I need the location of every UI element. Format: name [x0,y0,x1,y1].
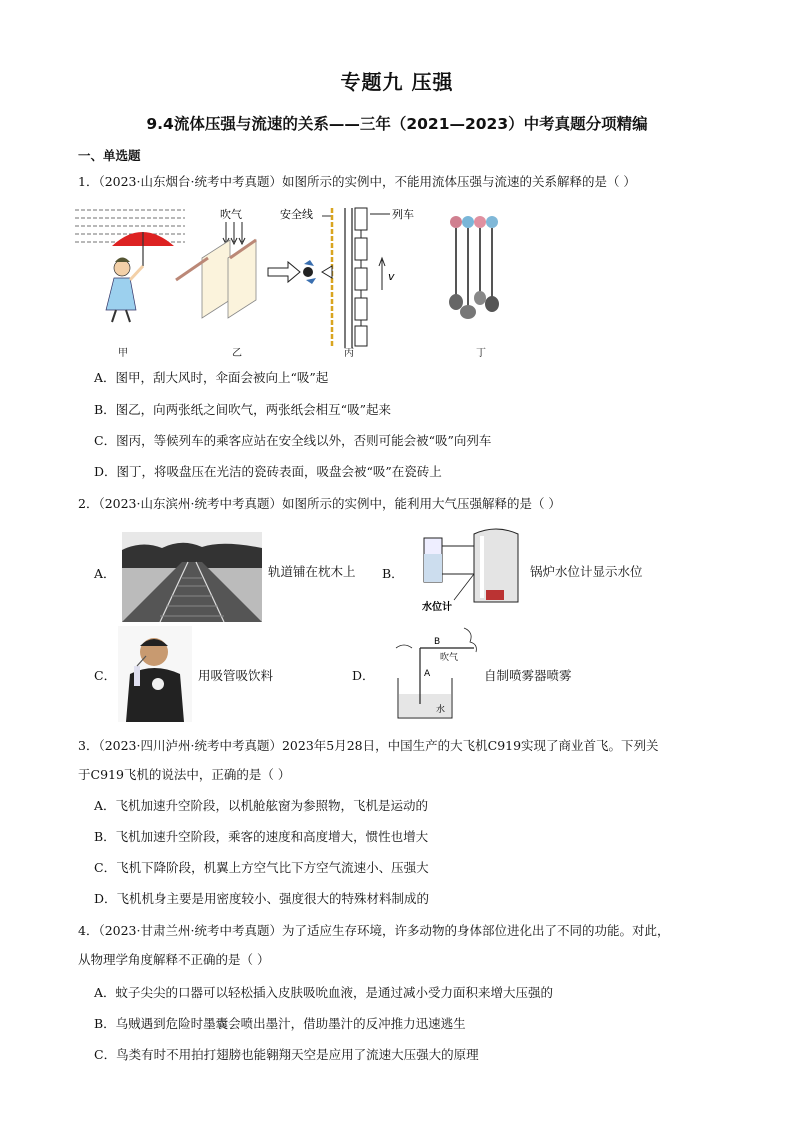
fig-caption-ding: 丁 [476,348,486,359]
q2-b-boiler-figure [414,524,524,616]
fig-caption-yi: 乙 [232,348,242,359]
q2-a-text: 轨道铺在枕木上 [268,564,356,579]
svg-text:安全线: 安全线 [280,208,313,221]
q2-b-text: 锅炉水位计显示水位 [530,564,643,579]
q1-stem: 1．（2023·山东烟台·统考中考真题）如图所示的实例中，不能用流体压强与流速的关系解释的是（ ） [78,174,636,189]
page-subtitle: 9.4流体压强与流速的关系——三年（2021—2023）中考真题分项精编 [146,115,648,133]
q2-stem: 2．（2023·山东滨州·统考中考真题）如图所示的实例中，能利用大气压强解释的是（ ） [78,496,561,511]
q2-d-sprayer-figure [378,624,482,722]
q3-stem-line1: 3．（2023·四川泸州·统考中考真题）2023年5月28日，中国生产的大飞机C919实现了商业首飞。下列关 [78,738,659,753]
q2-c-letter: C． [94,668,117,683]
q2-a-railway-photo [122,532,262,622]
figure-yi-two-papers [176,207,256,318]
q4-stem-line1: 4．（2023·甘肃兰州·统考中考真题）为了适应生存环境，许多动物的身体部位进化出了不同的功能。对此， [78,923,670,938]
q3-option-d: D．飞机机身主要是用密度较小、强度很大的特殊材料制成的 [94,891,430,906]
q1-figure [70,198,550,358]
q2-c-boy-photo [118,626,192,722]
svg-text:B: B [434,637,441,647]
fig-caption-jia: 甲 [118,348,128,359]
q4-stem-line2: 从物理学角度解释不正确的是（ ） [78,952,270,967]
q1-option-c: C．图丙，等候列车的乘客应站在安全线以外，否则可能会被“吸”向列车 [94,433,492,448]
q1-option-d: D．图丁，将吸盘压在光洁的瓷砖表面，吸盘会被“吸”在瓷砖上 [94,464,442,479]
figure-ding-suction-cups [449,216,499,319]
svg-text:v: v [388,270,395,283]
svg-text:水位计: 水位计 [422,602,452,613]
q2-a-letter: A． [94,566,116,581]
svg-text:A: A [424,669,431,679]
figure-jia-umbrella-girl [75,210,185,322]
q2-c-text: 用吸管吸饮料 [198,668,274,683]
q2-d-letter: D． [352,668,375,683]
page-title: 专题九 压强 [340,70,454,94]
q3-option-a: A．飞机加速升空阶段，以机舱舷窗为参照物，飞机是运动的 [94,798,429,813]
q3-stem-line2: 于C919飞机的说法中，正确的是（ ） [78,767,291,782]
svg-text:吹气: 吹气 [220,208,242,221]
svg-text:列车: 列车 [392,208,414,221]
q1-option-a: A．图甲，刮大风时，伞面会被向上“吸”起 [94,370,329,385]
figure-bing-train-safety-line [268,207,414,348]
q2-d-text: 自制喷雾器喷雾 [484,668,572,683]
q3-option-b: B．飞机加速升空阶段，乘客的速度和高度增大，惯性也增大 [94,829,429,844]
q4-option-c: C．鸟类有时不用拍打翅膀也能翱翔天空是应用了流速大压强大的原理 [94,1047,479,1062]
q2-b-letter: B． [382,566,404,581]
q1-option-b: B．图乙，向两张纸之间吹气，两张纸会相互“吸”起来 [94,402,391,417]
q4-option-a: A．蚊子尖尖的口器可以轻松插入皮肤吸吮血液，是通过减小受力面积来增大压强的 [94,985,554,1000]
q4-option-b: B．乌贼遇到危险时墨囊会喷出墨汁，借助墨汁的反冲推力迅速逃生 [94,1016,466,1031]
svg-text:吹气: 吹气 [440,653,459,663]
svg-text:水: 水 [436,705,446,715]
q3-option-c: C．飞机下降阶段，机翼上方空气比下方空气流速小、压强大 [94,860,429,875]
section-heading: 一、单选题 [78,148,141,163]
fig-caption-bing: 丙 [344,348,354,359]
